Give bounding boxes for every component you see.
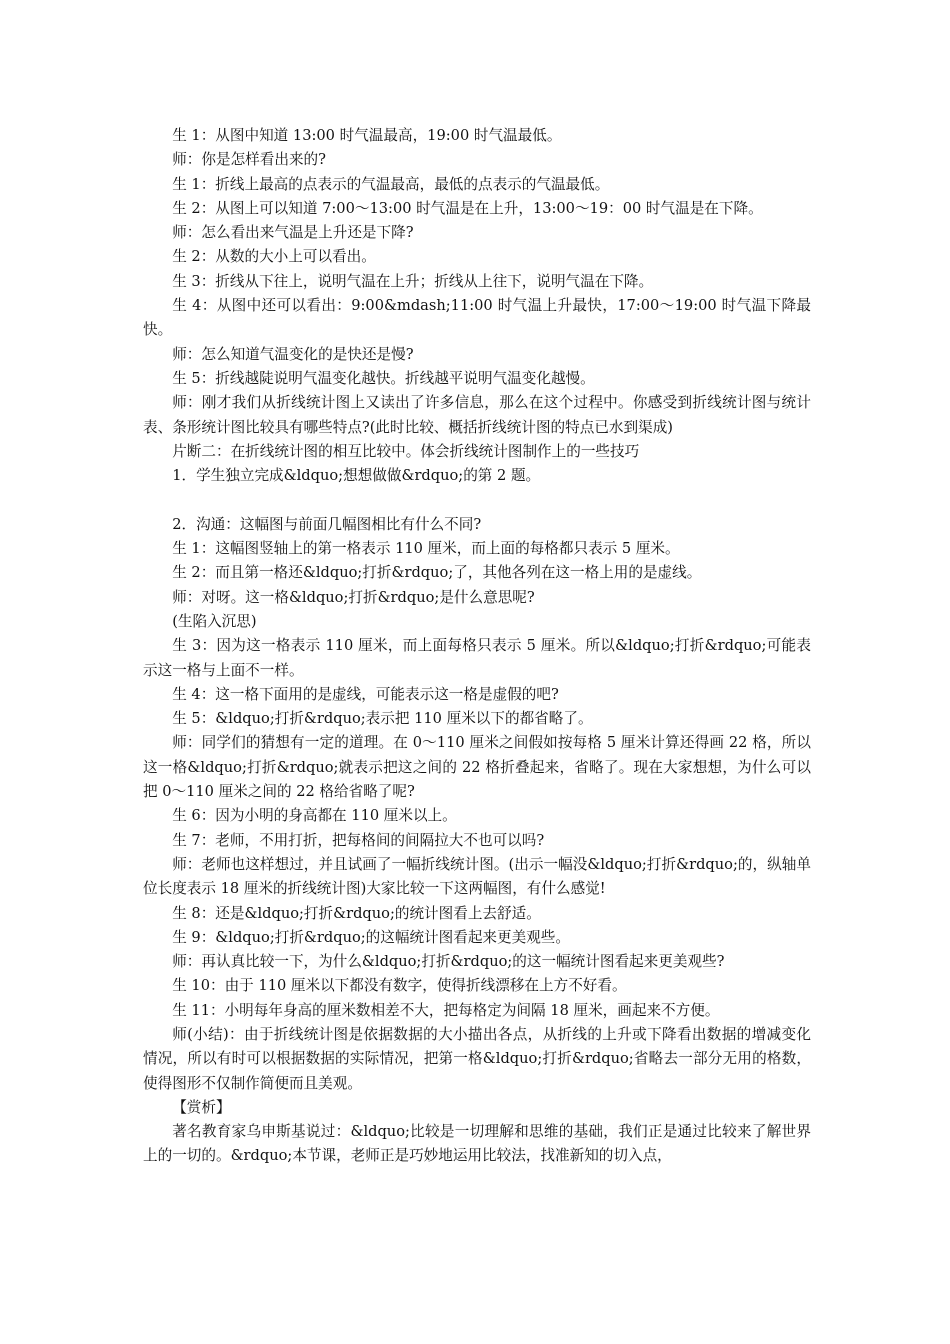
paragraph: 生 9：&ldquo;打折&rdquo;的这幅统计图看起来更美观些。 (172, 928, 570, 946)
paragraph: 师：怎么看出来气温是上升还是下降? (172, 224, 414, 242)
paragraph: 师：再认真比较一下，为什么&ldquo;打折&rdquo;的这一幅统计图看起来更美观些? (172, 953, 725, 971)
paragraph: 生 3：折线从下往上，说明气温在上升；折线从上往下，说明气温在下降。 (172, 272, 654, 290)
blank-line (143, 488, 811, 512)
section-heading: 【赏析】 (172, 1098, 231, 1116)
paragraph: 师：怎么知道气温变化的是快还是慢? (172, 345, 414, 363)
paragraph: 生 6：因为小明的身高都在 110 厘米以上。 (172, 807, 457, 825)
paragraph: 生 11：小明每年身高的厘米数相差不大，把每格定为间隔 18 厘米，画起来不方便。 (172, 1001, 720, 1019)
paragraph: 师：你是怎样看出来的? (172, 151, 326, 169)
paragraph: 2．沟通：这幅图与前面几幅图相比有什么不同? (172, 515, 482, 533)
paragraph: 师：老师也这样想过，并且试画了一幅折线统计图。(出示一幅没&ldquo;打折&rdquo;的，纵轴单位长度表示 18 厘米的折线统计图)大家比较一下这两幅图，有什么感觉! (143, 855, 811, 898)
paragraph: (生陷入沉思) (172, 612, 257, 630)
paragraph: 生 7：老师，不用打折，把每格间的间隔拉大不也可以吗? (172, 831, 545, 849)
paragraph: 生 5：折线越陡说明气温变化越快。折线越平说明气温变化越慢。 (172, 369, 595, 387)
paragraph: 师(小结)：由于折线统计图是依据数据的大小描出各点，从折线的上升或下降看出数据的增减变化情况，所以有时可以根据数据的实际情况，把第一格&ldquo;打折&rdquo;省略去一部分无用的格数，使得图形不仅制作简便而且美观。 (143, 1025, 811, 1092)
paragraph: 生 2：从数的大小上可以看出。 (172, 248, 376, 266)
section-heading: 片断二：在折线统计图的相互比较中。体会折线统计图制作上的一些技巧 (172, 442, 640, 460)
paragraph: 生 4：从图中还可以看出：9:00&mdash;11:00 时气温上升最快，17:00～19:00 时气温下降最快。 (143, 297, 811, 339)
document-body (143, 124, 811, 1169)
paragraph: 生 10：由于 110 厘米以下都没有数字，使得折线漂移在上方不好看。 (172, 977, 627, 995)
paragraph: 生 2：而且第一格还&ldquo;打折&rdquo;了，其他各列在这一格上用的是虚线。 (172, 564, 702, 582)
paragraph: 生 1：这幅图竖轴上的第一格表示 110 厘米，而上面的每格都只表示 5 厘米。 (172, 540, 680, 558)
paragraph: 生 8：还是&ldquo;打折&rdquo;的统计图看上去舒适。 (172, 904, 541, 922)
paragraph: 1．学生独立完成&ldquo;想想做做&rdquo;的第 2 题。 (172, 467, 541, 485)
paragraph: 生 3：因为这一格表示 110 厘米，而上面每格只表示 5 厘米。所以&ldquo;打折&rdquo;可能表示这一格与上面不一样。 (143, 637, 811, 679)
paragraph: 生 1：从图中知道 13:00 时气温最高，19:00 时气温最低。 (172, 127, 562, 144)
paragraph: 生 5：&ldquo;打折&rdquo;表示把 110 厘米以下的都省略了。 (172, 710, 593, 728)
paragraph: 师：刚才我们从折线统计图上又读出了许多信息，那么在这个过程中。你感受到折线统计图与统计表、条形统计图比较具有哪些特点?(此时比较、概括折线统计图的特点已水到渠成) (143, 394, 811, 436)
paragraph: 师：同学们的猜想有一定的道理。在 0～110 厘米之间假如按每格 5 厘米计算还得画 22 格，所以这一格&ldquo;打折&rdquo;就表示把这之间的 22 格折叠起来，省略了。现在大家想想，为什么可以把 0～110 厘米之间的 22 格给省略了呢? (143, 734, 811, 801)
paragraph: 著名教育家乌申斯基说过：&ldquo;比较是一切理解和思维的基础，我们正是通过比较来了解世界上的一切的。&rdquo;本节课，老师正是巧妙地运用比较法，找准新知的切入点， (143, 1123, 811, 1165)
paragraph: 生 1：折线上最高的点表示的气温最高，最低的点表示的气温最低。 (172, 175, 610, 193)
paragraph: 生 2：从图上可以知道 7:00～13:00 时气温是在上升，13:00～19：00 时气温是在下降。 (172, 199, 763, 217)
paragraph: 生 4：这一格下面用的是虚线，可能表示这一格是虚假的吧? (172, 685, 559, 703)
paragraph: 师：对呀。这一格&ldquo;打折&rdquo;是什么意思呢? (172, 588, 535, 606)
